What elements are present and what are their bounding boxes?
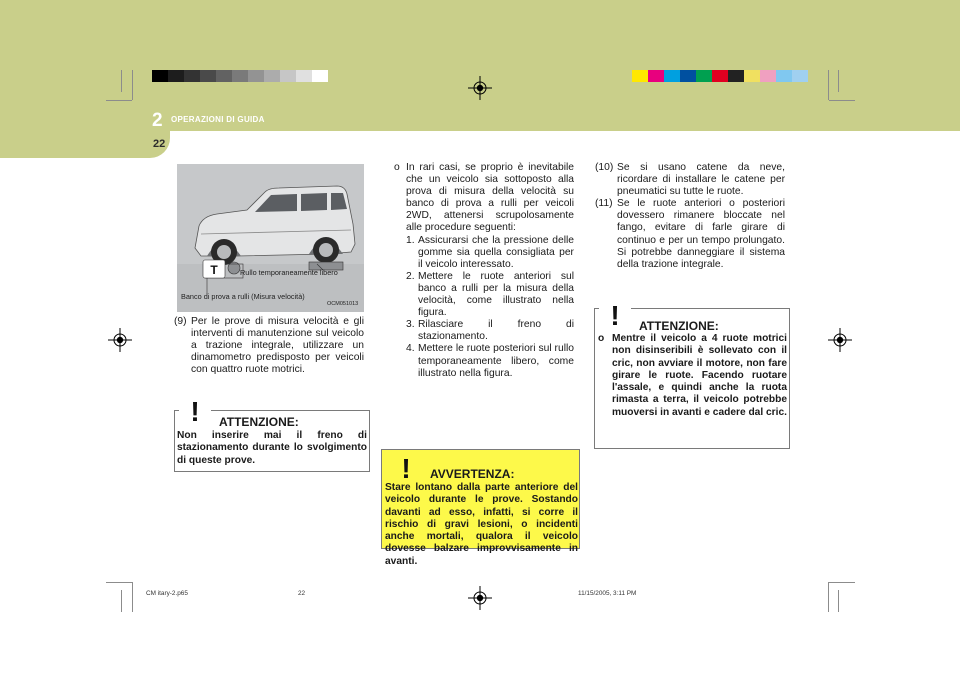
color-swatch bbox=[280, 70, 296, 82]
color-swatch bbox=[744, 70, 760, 82]
bullet: o bbox=[394, 162, 400, 173]
crop-mark bbox=[829, 100, 855, 101]
color-bar-process bbox=[632, 70, 808, 82]
color-swatch bbox=[712, 70, 728, 82]
caution-text bbox=[598, 333, 787, 419]
crop-mark bbox=[106, 100, 132, 101]
crop-mark bbox=[121, 590, 122, 612]
suv-on-dynamometer-icon bbox=[177, 164, 364, 312]
caution-box-jack bbox=[594, 300, 790, 449]
registration-mark-icon bbox=[468, 76, 492, 100]
procedure-step bbox=[406, 271, 574, 319]
crop-mark bbox=[838, 590, 839, 612]
caution-text: Non inserire mai il freno di stazionamento durante lo svolgimento di queste prove. bbox=[177, 430, 367, 466]
exclamation-icon bbox=[599, 299, 631, 329]
footer-page: 22 bbox=[298, 590, 306, 597]
color-swatch bbox=[184, 70, 200, 82]
bullet: o bbox=[598, 333, 605, 344]
step-text: Assicurarsi che la pressione delle gomme sia quella consigliata per il veicolo interessato. bbox=[418, 234, 574, 270]
exclamation-icon bbox=[179, 395, 211, 425]
color-swatch bbox=[248, 70, 264, 82]
registration-mark-icon bbox=[828, 328, 852, 352]
warning-box-front bbox=[381, 449, 580, 567]
svg-text:!: ! bbox=[610, 300, 620, 329]
chapter-number: 2 bbox=[152, 110, 163, 131]
step-text: Rilasciare il freno di stazionamento. bbox=[418, 319, 574, 343]
svg-text:!: ! bbox=[190, 396, 200, 425]
color-swatch bbox=[760, 70, 776, 82]
svg-text:!: ! bbox=[401, 453, 411, 482]
color-swatch bbox=[200, 70, 216, 82]
crop-mark bbox=[828, 70, 829, 100]
items-10-11 bbox=[595, 162, 785, 271]
step-number: 2. bbox=[406, 270, 415, 282]
color-swatch bbox=[312, 70, 328, 82]
warning-title: AVVERTENZA: bbox=[430, 467, 515, 481]
footer-file: CM itary-2.p65 bbox=[146, 590, 188, 597]
crop-mark bbox=[132, 70, 133, 100]
step-number: 4. bbox=[406, 343, 415, 355]
color-bar-gray bbox=[152, 70, 328, 82]
procedure-section bbox=[394, 162, 574, 380]
item-number: (11) bbox=[595, 198, 613, 210]
item-text: Per le prove di misura velocità e gli interventi di manutenzione sul veicolo a trazione integrale, utilizzare un dinamometro predisposto per veicoli con quattro ruote motrici. bbox=[191, 316, 364, 376]
color-swatch bbox=[232, 70, 248, 82]
item-text: Se si usano catene da neve, ricordare di installare le catene per pneumatici su tutte le ruote. bbox=[617, 162, 785, 198]
svg-text:T: T bbox=[210, 263, 218, 277]
color-swatch bbox=[776, 70, 792, 82]
color-swatch bbox=[216, 70, 232, 82]
color-swatch bbox=[632, 70, 648, 82]
item-text: Se le ruote anteriori o posteriori dovessero rimanere bloccate nel fango, evitare di farle girare di continuo e per un tempo prolungato. Si potrebbe danneggiare il sistema della trazione integrale. bbox=[617, 198, 785, 270]
color-swatch bbox=[168, 70, 184, 82]
crop-mark bbox=[121, 70, 122, 92]
crop-mark bbox=[106, 582, 132, 583]
caution-title: ATTENZIONE: bbox=[219, 415, 299, 429]
item-9 bbox=[174, 316, 364, 376]
item-number: (9) bbox=[174, 316, 187, 327]
color-swatch bbox=[296, 70, 312, 82]
step-text: Mettere le ruote posteriori sul rullo temporaneamente libero, come illustrato nella figura. bbox=[418, 343, 574, 379]
color-swatch bbox=[664, 70, 680, 82]
chapter-title: OPERAZIONI DI GUIDA bbox=[171, 115, 265, 124]
color-swatch bbox=[792, 70, 808, 82]
color-swatch bbox=[696, 70, 712, 82]
dynamometer-illustration bbox=[177, 164, 364, 312]
step-number: 1. bbox=[406, 234, 415, 246]
caution-box-parking-brake bbox=[174, 396, 370, 472]
item-number: (10) bbox=[595, 162, 614, 173]
color-swatch bbox=[648, 70, 664, 82]
label-free-roller: Rullo temporaneamente libero bbox=[240, 268, 338, 277]
procedure-steps bbox=[394, 235, 574, 380]
crop-mark bbox=[132, 582, 133, 612]
procedure-step bbox=[406, 343, 574, 379]
warning-text: Stare lontano dalla parte anteriore del veicolo durante le prove. Sostando davanti ad esso, infatti, si corre il rischio di gravi lesioni, o incidenti anche mortali, qualora il veicolo dovesse balzare improvvisamente in avanti. bbox=[385, 482, 578, 567]
color-swatch bbox=[680, 70, 696, 82]
procedure-step bbox=[406, 319, 574, 343]
exclamation-icon bbox=[390, 452, 422, 482]
procedure-intro: In rari casi, se proprio è inevitabile che un veicolo sia sottoposto alla prova di misura della velocità su banco di prova a rulli per veicoli 2WD, attenersi scrupolosamente alle procedure seguenti: bbox=[406, 162, 574, 234]
crop-mark bbox=[828, 582, 829, 612]
numbered-item bbox=[595, 162, 785, 198]
page-number: 22 bbox=[153, 138, 166, 150]
color-swatch bbox=[152, 70, 168, 82]
content-tab bbox=[112, 131, 960, 158]
color-swatch bbox=[728, 70, 744, 82]
registration-mark-icon bbox=[108, 328, 132, 352]
numbered-item bbox=[595, 198, 785, 271]
crop-mark bbox=[838, 70, 839, 92]
caution-body: Mentre il veicolo a 4 ruote motrici non disinseribili è sollevato con il cric, non avviare il motore, non fare girare le ruote. Facendo ruotare l'assale, e quindi anche la ruota rimasta a terra, il veicolo potrebbe muoversi in avanti e cadere dal cric. bbox=[612, 333, 787, 418]
figure-code: OCM051013 bbox=[327, 301, 359, 307]
caution-title: ATTENZIONE: bbox=[639, 319, 719, 333]
crop-mark bbox=[829, 582, 855, 583]
registration-mark-icon bbox=[468, 586, 492, 610]
step-number: 3. bbox=[406, 319, 415, 331]
color-swatch bbox=[264, 70, 280, 82]
label-dynamometer: Banco di prova a rulli (Misura velocità) bbox=[181, 292, 305, 301]
procedure-step bbox=[406, 235, 574, 271]
footer-timestamp: 11/15/2005, 3:11 PM bbox=[578, 590, 637, 597]
step-text: Mettere le ruote anteriori sul banco a rulli per la misura della velocità, come illustrato nella figura. bbox=[418, 270, 574, 319]
